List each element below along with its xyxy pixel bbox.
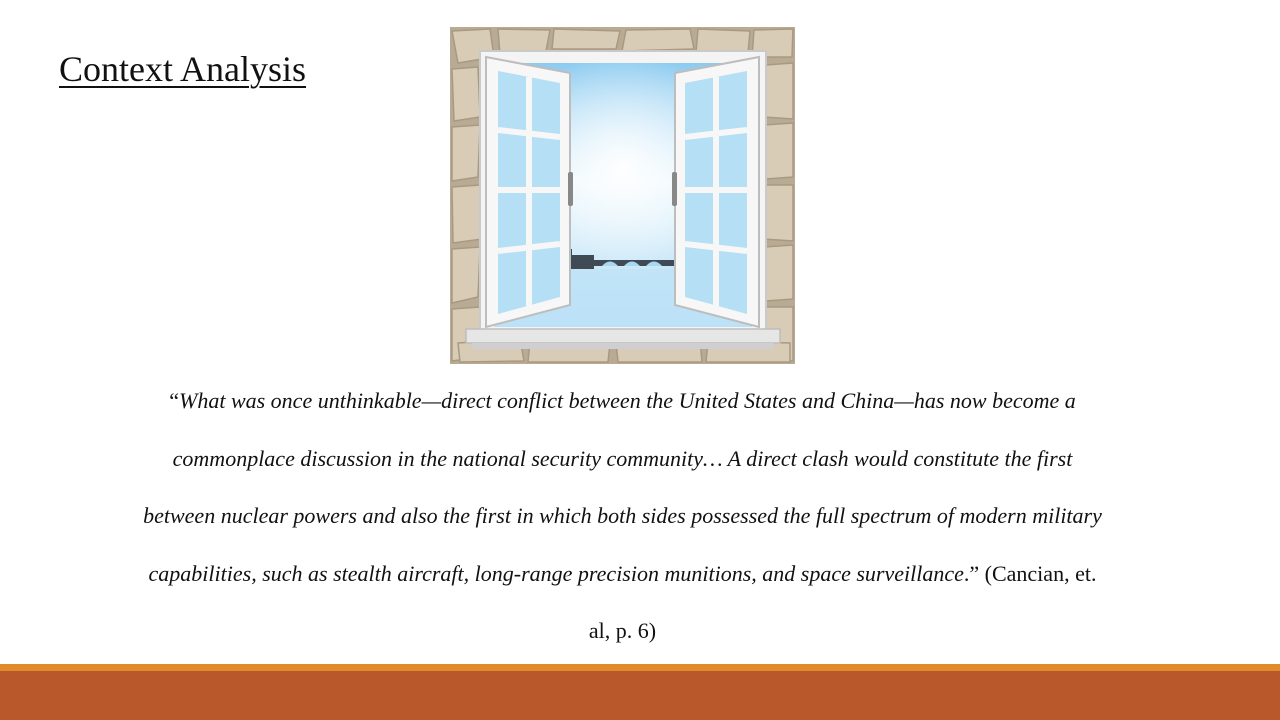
footer-accent-stripe xyxy=(0,664,1280,671)
footer-bar xyxy=(0,671,1280,720)
open-window-illustration xyxy=(450,27,795,364)
quote-citation: (Cancian, et. al, p. 6) xyxy=(588,560,1097,643)
slide-title: Context Analysis xyxy=(59,49,307,89)
quote-text: What was once unthinkable—direct conflict between the United States and China—has now become a commonplace discussion in the national security community… A direct clash would constitute the first between nuclear powers and also the first in which both sides possessed the full spectrum of modern military capabilities, such as stealth aircraft, long-range precision munitions, and space surveillance xyxy=(143,388,1102,586)
quote-close-mark: .” xyxy=(963,560,985,586)
quote-open-mark: “ xyxy=(169,388,179,413)
quote-block xyxy=(140,372,1105,660)
